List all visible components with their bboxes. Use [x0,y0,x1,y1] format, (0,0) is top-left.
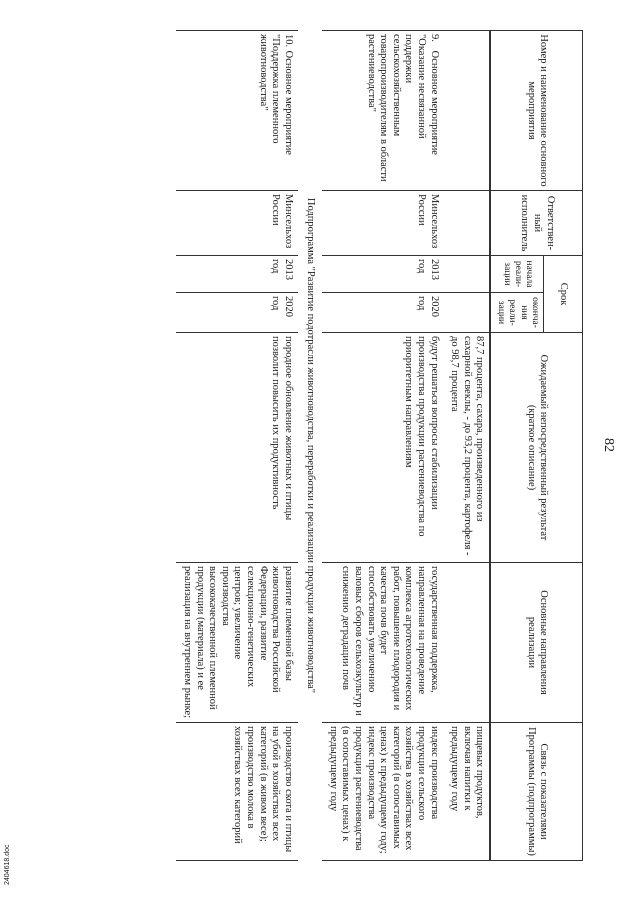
continuation-row [444,31,491,861]
table-row [322,31,443,861]
row10-end: 2020 год [176,293,297,333]
row10-executor: Минсельхоз России [176,191,297,256]
row9-end: 2020 год [322,293,443,333]
row9-link: индекс производства продукции сельского хозяйства в хозяйствах всех категорий (в сопоставимых ценах) к предыдущему году; индекс производства продукции растениеводства (в сопоставимых ценах) к предыдущему году [322,723,443,861]
row9-start: 2013 год [322,256,443,293]
row10-link: производство скота и птицы на убой в хозяйствах всех категорий (в живом весе); производство молока в хозяйствах всех категорий [176,723,297,861]
header-start: начала реали- зации [490,256,543,293]
header-directions: Основные направления реализации [490,563,582,723]
row9-number: 9. [428,34,440,42]
measures-table [176,30,583,861]
footer-filename: 2404618.doc [4,844,11,885]
subprogram-title: Подпрограмма "Развитие подотрасли животноводства, переработки и реализации продукции животноводства" [305,197,317,694]
header-executor: Ответствен- ный исполнитель [490,191,582,256]
row10-start: 2013 год [176,256,297,293]
row9-result: будут решаться вопросы стабилизации производства продукции растениеводства по приоритетным направлениям [322,333,443,563]
row10-name: Основное мероприятие "Поддержка племенного животноводства" [257,34,294,155]
row10-name-cell [176,31,297,191]
row9-directions: государственная поддержка, направленная на проведение комплекса агротехнологических работ, повышение плодородия и качества почв будет способствовать увеличению валовых сборов сельхозкультур и снижению деградации почв [322,563,443,723]
continuation-result: 87,7 процента, сахара, произведенного из сахарной свеклы, - до 93,2 процента, картофеля - до 98,7 процента [444,333,491,563]
header-end: оконча- ния реали- зации [490,293,543,333]
row9-name: Основное мероприятие "Оказание несвязанной поддержки сельскохозяйственным товаропроизводителям в области растениеводства" [365,34,440,182]
subprogram-row [298,31,323,861]
row10-directions: развитие племенной базы животноводства Российской Федерации, развитие селекционно-генетических центров; увеличение производства высококачественной племенной продукции (материала) и ее реализация на внутреннем рынке; [176,563,297,723]
header-term: Срок [544,256,583,333]
table-row [176,31,297,861]
row9-name-cell [322,31,443,191]
row10-number: 10. [282,34,294,48]
row9-executor: Минсельхоз России [322,191,443,256]
header-link: Связь с показателями Программы (подпрограммы) [490,723,582,861]
row10-result: породное обновление животных и птицы позволит повысить их продуктивность [176,333,297,563]
header-result: Ожидаемый непосредственный результат (краткое описание) [490,333,582,563]
continuation-link: пищевых продуктов, включая напитки к предыдущему году [444,723,491,861]
rotated-content [40,25,620,865]
page-number: 82 [601,438,616,452]
header-number-name: Номер и наименование основного мероприятия [490,31,582,191]
